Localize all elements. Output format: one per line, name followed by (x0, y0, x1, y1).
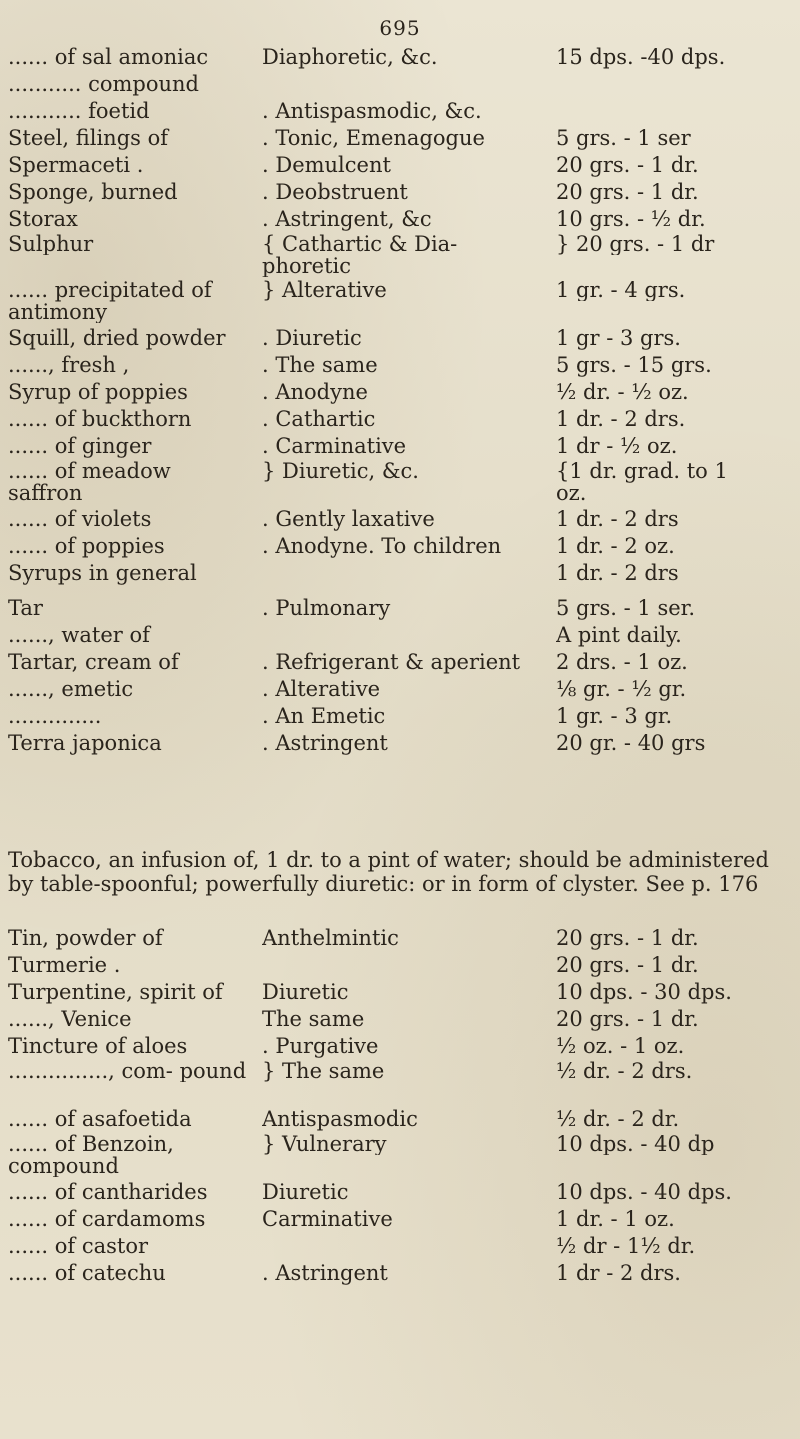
drug-property: . Carminative (262, 434, 407, 458)
drug-property: Carminative (262, 1207, 393, 1231)
drug-name: Syrup of poppies (8, 380, 188, 404)
table-row (0, 125, 800, 152)
drug-property: Anthelmintic (262, 926, 399, 950)
drug-name: ........... compound (8, 72, 199, 96)
drug-dose: 20 grs. - 1 dr. (556, 153, 699, 177)
drug-dose: 1 dr. - 1 oz. (556, 1207, 675, 1231)
drug-name: ...... of castor (8, 1234, 148, 1258)
drug-name: Spermaceti . (8, 153, 144, 177)
table-row (0, 622, 800, 649)
drug-dose: } 20 grs. - 1 dr (556, 233, 715, 255)
drug-property: . An Emetic (262, 704, 386, 728)
drug-dose: 20 grs. - 1 dr. (556, 1007, 699, 1031)
drug-dose: 20 grs. - 1 dr. (556, 926, 699, 950)
table-row (0, 979, 800, 1006)
drug-dose: 2 drs. - 1 oz. (556, 650, 688, 674)
table-row (0, 433, 800, 460)
drug-property: . Anodyne (262, 380, 368, 404)
drug-property: Diuretic (262, 980, 349, 1004)
drug-dose: ½ dr. - 2 drs. (556, 1060, 693, 1082)
materia-medica-table (0, 44, 800, 757)
drug-name: ...... of cantharides (8, 1180, 208, 1204)
drug-property: Diaphoretic, &c. (262, 45, 438, 69)
drug-dose: 1 dr. - 2 oz. (556, 534, 675, 558)
drug-property: . Alterative (262, 677, 381, 701)
drug-name: ...... of cardamoms (8, 1207, 206, 1231)
drug-property: . Deobstruent (262, 180, 408, 204)
drug-dose: 1 dr. - 2 drs (556, 561, 679, 585)
drug-dose: ½ dr. - 2 dr. (556, 1107, 680, 1131)
drug-name: .............. (8, 704, 102, 728)
table-row (0, 952, 800, 979)
drug-property: . The same (262, 353, 378, 377)
drug-name: ...... of catechu (8, 1261, 166, 1285)
drug-dose: 1 dr - ½ oz. (556, 434, 678, 458)
drug-name: Sponge, burned (8, 180, 178, 204)
table-row (0, 71, 800, 98)
drug-dose: 10 grs. - ½ dr. (556, 207, 706, 231)
table-row (0, 1033, 800, 1060)
drug-name: Squill, dried powder (8, 326, 226, 350)
drug-name: Sulphur (8, 233, 94, 255)
table-row (0, 279, 800, 325)
table-row (0, 1106, 800, 1133)
drug-property: . Cathartic (262, 407, 376, 431)
table-row (0, 206, 800, 233)
drug-dose: 5 grs. - 15 grs. (556, 353, 712, 377)
drug-name: Tartar, cream of (8, 650, 179, 674)
drug-name: ...... of meadow saffron (8, 460, 171, 504)
drug-dose: A pint daily. (556, 623, 682, 647)
table-row (0, 1179, 800, 1206)
table-row (0, 325, 800, 352)
drug-dose: 5 grs. - 1 ser (556, 126, 691, 150)
drug-name: Steel, filings of (8, 126, 169, 150)
drug-property: . Astringent (262, 1261, 388, 1285)
drug-dose: 1 dr. - 2 drs (556, 507, 679, 531)
drug-name: ...... of Benzoin, compound (8, 1133, 174, 1177)
table-row (0, 1233, 800, 1260)
table-row (0, 595, 800, 622)
drug-name: ......, fresh , (8, 353, 130, 377)
table-row (0, 560, 800, 587)
drug-property: . Pulmonary (262, 596, 391, 620)
table-row (0, 44, 800, 71)
table-row (0, 703, 800, 730)
drug-property: . Diuretic (262, 326, 362, 350)
drug-property: . Refrigerant & aperient (262, 650, 521, 674)
drug-dose: 1 gr - 3 grs. (556, 326, 681, 350)
drug-property: . Astringent, &c (262, 207, 432, 231)
drug-property: } Alterative (262, 279, 387, 301)
drug-property: } The same (262, 1060, 385, 1082)
table-row (0, 1006, 800, 1033)
drug-dose: 20 gr. - 40 grs (556, 731, 706, 755)
drug-dose: 20 grs. - 1 dr. (556, 180, 699, 204)
table-row (0, 152, 800, 179)
table-row (0, 533, 800, 560)
drug-name: ...... of asafoetida (8, 1107, 192, 1131)
drug-name: ...... of buckthorn (8, 407, 192, 431)
drug-property: . Purgative (262, 1034, 379, 1058)
drug-property: . Gently laxative (262, 507, 435, 531)
drug-name: ......, emetic (8, 677, 134, 701)
drug-name: Storax (8, 207, 78, 231)
drug-name: ......, water of (8, 623, 150, 647)
drug-property: } Vulnerary (262, 1133, 387, 1155)
drug-dose: 20 grs. - 1 dr. (556, 953, 699, 977)
drug-dose: 1 gr. - 3 gr. (556, 704, 673, 728)
drug-property: } Diuretic, &c. (262, 460, 419, 482)
table-row (0, 1260, 800, 1287)
drug-property: { Cathartic & Dia- phoretic (262, 233, 458, 277)
table-row (0, 352, 800, 379)
tobacco-note: Tobacco, an infusion of, 1 dr. to a pint of water; should be administered by table-spoonful; powerfully diuretic: or in form of clyster. See p. 176 (8, 848, 769, 896)
table-row (0, 649, 800, 676)
table-row (0, 1060, 800, 1106)
table-row (0, 460, 800, 506)
drug-name: Turpentine, spirit of (8, 980, 223, 1004)
table-row (0, 676, 800, 703)
drug-dose: ½ dr - 1½ dr. (556, 1234, 696, 1258)
drug-name: Tar (8, 596, 43, 620)
drug-property: . Anodyne. To children (262, 534, 502, 558)
drug-dose: 1 gr. - 4 grs. (556, 279, 686, 301)
drug-dose: 10 dps. - 40 dps. (556, 1180, 732, 1204)
drug-property: . Astringent (262, 731, 388, 755)
drug-dose: ⅛ gr. - ½ gr. (556, 677, 687, 701)
drug-dose: 10 dps. - 40 dp (556, 1133, 715, 1155)
drug-property: Diuretic (262, 1180, 349, 1204)
drug-property: . Tonic, Emenagogue (262, 126, 485, 150)
drug-dose: {1 dr. grad. to 1 oz. (556, 460, 728, 504)
drug-dose: ½ dr. - ½ oz. (556, 380, 689, 404)
drug-name: ...... precipitated of antimony (8, 279, 212, 323)
table-row (0, 233, 800, 279)
materia-medica-table-2 (0, 925, 800, 1287)
page-number: 695 (379, 16, 421, 40)
table-row (0, 406, 800, 433)
drug-name: ...... of sal amoniac (8, 45, 209, 69)
table-row (0, 506, 800, 533)
drug-name: Turmerie . (8, 953, 121, 977)
drug-dose: 1 dr - 2 drs. (556, 1261, 681, 1285)
drug-dose: 1 dr. - 2 drs. (556, 407, 686, 431)
drug-dose: 15 dps. -40 dps. (556, 45, 726, 69)
table-row (0, 1206, 800, 1233)
drug-name: ...... of violets (8, 507, 152, 531)
drug-name: Tincture of aloes (8, 1034, 188, 1058)
table-row (0, 925, 800, 952)
table-row (0, 379, 800, 406)
drug-property: . Demulcent (262, 153, 391, 177)
drug-name: ...... of ginger (8, 434, 152, 458)
drug-name: Syrups in general (8, 561, 197, 585)
drug-name: ..............., com- pound (8, 1060, 247, 1082)
drug-dose: 5 grs. - 1 ser. (556, 596, 696, 620)
drug-property: . Antispasmodic, &c. (262, 99, 482, 123)
table-row (0, 1133, 800, 1179)
drug-name: ......, Venice (8, 1007, 132, 1031)
drug-property: The same (262, 1007, 365, 1031)
drug-property: Antispasmodic (262, 1107, 418, 1131)
drug-name: Tin, powder of (8, 926, 163, 950)
drug-name: ...... of poppies (8, 534, 165, 558)
table-row (0, 98, 800, 125)
drug-name: Terra japonica (8, 731, 162, 755)
drug-dose: ½ oz. - 1 oz. (556, 1034, 685, 1058)
drug-name: ........... foetid (8, 99, 150, 123)
table-row (0, 730, 800, 757)
table-row (0, 179, 800, 206)
drug-dose: 10 dps. - 30 dps. (556, 980, 732, 1004)
